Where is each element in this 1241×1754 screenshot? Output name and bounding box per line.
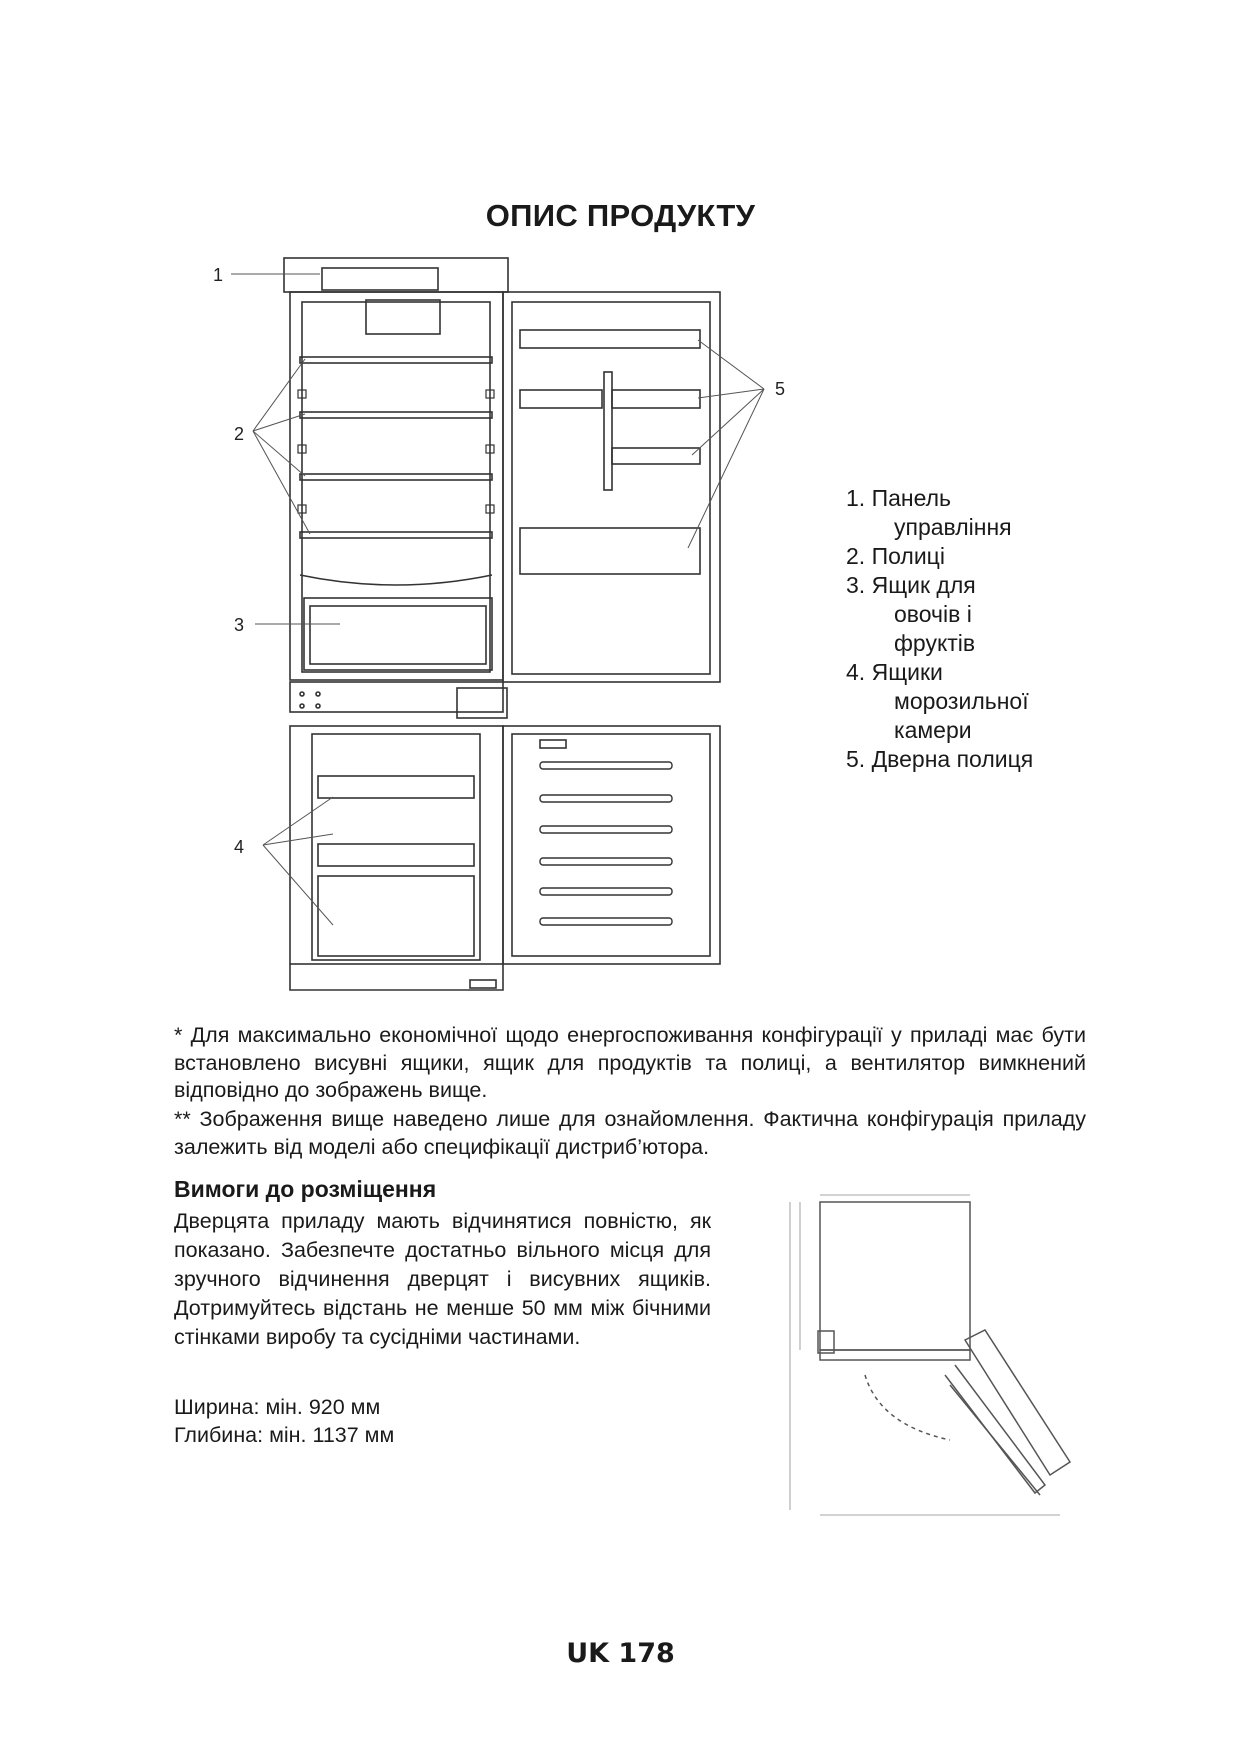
page-title: ОПИС ПРОДУКТУ (485, 198, 756, 233)
callout-5: 5 (775, 379, 786, 399)
legend-item: 2. Полиці (846, 543, 945, 569)
clearance-diagram (770, 1180, 1090, 1550)
note-energy-config: * Для максимально економічної щодо енергоспоживання конфігурації у приладі має бути встановлено висувні ящики, ящик для продуктів та полиці, а вентилятор вимкнений відповідно до зображень вище. (174, 1023, 1086, 1102)
fridge-diagram (200, 250, 800, 1005)
legend-item-cont: морозильної (894, 688, 1029, 714)
requirements-text: Дверцята приладу мають відчинятися повністю, як показано. Забезпечте достатньо вільного місця для зручного відчинення дверцят і висувних ящиків. Дотримуйтесь відстань не менше 50 мм між бічними стінками виробу та сусідніми частинами. (174, 1209, 711, 1349)
min-width: Ширина: мін. 920 мм (174, 1395, 381, 1419)
requirements-heading: Вимоги до розміщення (174, 1176, 437, 1202)
fridge-cabinet (290, 292, 503, 680)
freezer-cabinet (290, 726, 503, 964)
legend-item-cont: овочів і (894, 601, 972, 627)
legend-item: 4. Ящики (846, 659, 943, 685)
note-illustration: ** Зображення вище наведено лише для ознайомлення. Фактична конфігурація приладу залежить від моделі або специфікації дистриб’ютора. (174, 1107, 1086, 1159)
control-panel (284, 258, 508, 292)
min-depth: Глибина: мін. 1137 мм (174, 1423, 395, 1447)
legend (846, 484, 1106, 774)
callout-3: 3 (234, 615, 245, 635)
legend-item-cont: камери (894, 717, 972, 743)
page-number: UK 178 (566, 1638, 675, 1669)
callout-2: 2 (234, 424, 245, 444)
legend-item-cont: фруктів (894, 630, 976, 656)
callout-4: 4 (234, 837, 245, 857)
legend-item: 5. Дверна полиця (846, 746, 1034, 772)
fridge-shelves (300, 357, 492, 538)
legend-item-cont: управління (894, 514, 1012, 540)
legend-item: 3. Ящик для (846, 572, 976, 598)
crisper-drawer (304, 598, 492, 670)
callout-1: 1 (213, 265, 224, 285)
legend-item: 1. Панель (846, 485, 952, 511)
